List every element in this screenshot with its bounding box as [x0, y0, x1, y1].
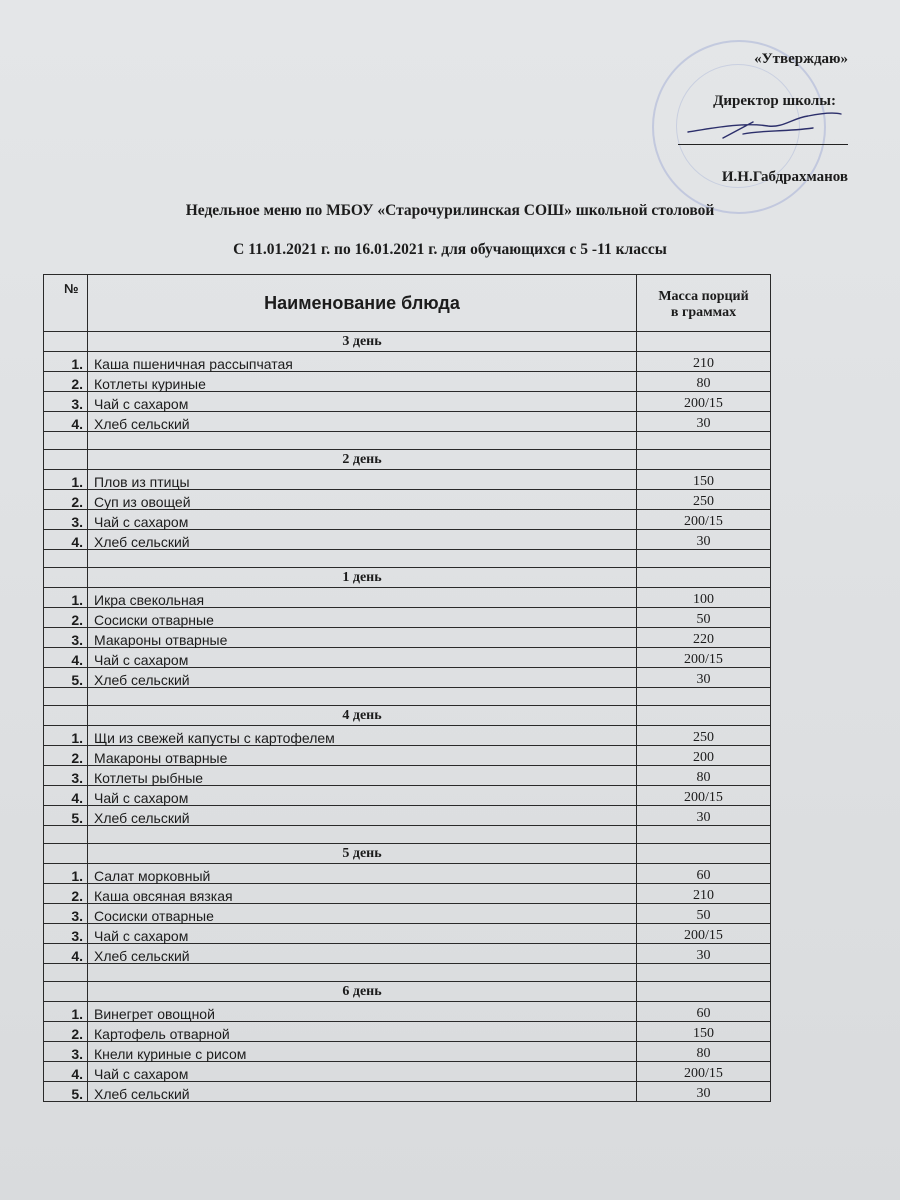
dish-mass: 200	[637, 746, 771, 766]
menu-title: Недельное меню по МБОУ «Старочурилинская СОШ» школьной столовой	[185, 202, 715, 219]
dish-mass: 250	[637, 490, 771, 510]
table-row	[44, 372, 771, 392]
dish-mass: 200/15	[637, 392, 771, 412]
table-row	[44, 510, 771, 530]
day-header-row	[44, 706, 771, 726]
dish-mass: 50	[637, 904, 771, 924]
day-mass-cell	[637, 982, 771, 1002]
dish-mass: 200/15	[637, 648, 771, 668]
dish-mass: 30	[637, 668, 771, 688]
table-row	[44, 1062, 771, 1082]
dish-mass: 30	[637, 530, 771, 550]
day-number-cell	[44, 982, 88, 1002]
dish-name: Хлеб сельский	[88, 530, 637, 550]
dish-mass: 210	[637, 884, 771, 904]
blank-cell	[88, 688, 637, 706]
item-number: 4.	[44, 530, 88, 550]
dish-name: Кнели куриные с рисом	[88, 1042, 637, 1062]
blank-cell	[44, 688, 88, 706]
table-row	[44, 628, 771, 648]
day-mass-cell	[637, 706, 771, 726]
table-row	[44, 648, 771, 668]
day-label: 1 день	[88, 568, 637, 588]
blank-separator-row	[44, 964, 771, 982]
item-number: 3.	[44, 1042, 88, 1062]
dish-mass: 100	[637, 588, 771, 608]
dish-name: Каша пшеничная рассыпчатая	[88, 352, 637, 372]
day-number-cell	[44, 568, 88, 588]
day-header-row	[44, 982, 771, 1002]
dish-mass: 30	[637, 412, 771, 432]
dish-mass: 150	[637, 470, 771, 490]
table-header-row	[44, 275, 771, 332]
dish-name: Макароны отварные	[88, 628, 637, 648]
table-row	[44, 766, 771, 786]
day-header-row	[44, 568, 771, 588]
day-label: 3 день	[88, 332, 637, 352]
table-row	[44, 1022, 771, 1042]
table-row	[44, 588, 771, 608]
dish-name: Чай с сахаром	[88, 1062, 637, 1082]
blank-cell	[637, 688, 771, 706]
day-label: 4 день	[88, 706, 637, 726]
dish-mass: 200/15	[637, 1062, 771, 1082]
day-mass-cell	[637, 450, 771, 470]
dish-name: Чай с сахаром	[88, 786, 637, 806]
blank-separator-row	[44, 550, 771, 568]
blank-cell	[44, 432, 88, 450]
table-row	[44, 884, 771, 904]
table-row	[44, 864, 771, 884]
day-label: 5 день	[88, 844, 637, 864]
blank-cell	[44, 550, 88, 568]
table-row	[44, 470, 771, 490]
item-number: 1.	[44, 864, 88, 884]
dish-name: Сосиски отварные	[88, 904, 637, 924]
dish-name: Каша овсяная вязкая	[88, 884, 637, 904]
item-number: 2.	[44, 1022, 88, 1042]
dish-name: Винегрет овощной	[88, 1002, 637, 1022]
dish-mass: 60	[637, 1002, 771, 1022]
table-row	[44, 392, 771, 412]
table-row	[44, 746, 771, 766]
dish-mass: 200/15	[637, 786, 771, 806]
signature-line	[678, 144, 848, 145]
dish-name: Суп из овощей	[88, 490, 637, 510]
table-row	[44, 944, 771, 964]
table-row	[44, 668, 771, 688]
dish-name: Хлеб сельский	[88, 668, 637, 688]
dish-name: Котлеты куриные	[88, 372, 637, 392]
header-mass-line2: в граммах	[670, 305, 737, 320]
table-row	[44, 1042, 771, 1062]
item-number: 2.	[44, 372, 88, 392]
menu-subtitle: С 11.01.2021 г. по 16.01.2021 г. для обучающихся с 5 -11 классы	[233, 241, 667, 258]
table-row	[44, 786, 771, 806]
day-mass-cell	[637, 844, 771, 864]
item-number: 4.	[44, 648, 88, 668]
item-number: 5.	[44, 1082, 88, 1102]
dish-mass: 200/15	[637, 924, 771, 944]
dish-mass: 30	[637, 1082, 771, 1102]
item-number: 1.	[44, 352, 88, 372]
day-header-row	[44, 332, 771, 352]
dish-mass: 30	[637, 806, 771, 826]
approve-label: «Утверждаю»	[754, 51, 848, 67]
item-number: 1.	[44, 726, 88, 746]
dish-name: Чай с сахаром	[88, 392, 637, 412]
table-row	[44, 924, 771, 944]
day-label: 6 день	[88, 982, 637, 1002]
dish-mass: 210	[637, 352, 771, 372]
dish-mass: 80	[637, 1042, 771, 1062]
item-number: 3.	[44, 628, 88, 648]
dish-name: Сосиски отварные	[88, 608, 637, 628]
blank-cell	[637, 964, 771, 982]
dish-name: Хлеб сельский	[88, 944, 637, 964]
header-mass-line1: Масса порций	[658, 288, 749, 304]
item-number: 2.	[44, 746, 88, 766]
item-number: 1.	[44, 470, 88, 490]
menu-table	[43, 274, 771, 1102]
blank-separator-row	[44, 826, 771, 844]
dish-name: Чай с сахаром	[88, 924, 637, 944]
dish-name: Картофель отварной	[88, 1022, 637, 1042]
item-number: 2.	[44, 608, 88, 628]
table-row	[44, 1082, 771, 1102]
item-number: 4.	[44, 944, 88, 964]
item-number: 1.	[44, 1002, 88, 1022]
table-row	[44, 412, 771, 432]
table-row	[44, 352, 771, 372]
dish-mass: 80	[637, 372, 771, 392]
blank-separator-row	[44, 688, 771, 706]
dish-name: Котлеты рыбные	[88, 766, 637, 786]
blank-cell	[637, 550, 771, 568]
table-row	[44, 806, 771, 826]
dish-name: Чай с сахаром	[88, 648, 637, 668]
dish-name: Плов из птицы	[88, 470, 637, 490]
item-number: 5.	[44, 668, 88, 688]
dish-name: Икра свекольная	[88, 588, 637, 608]
day-header-row	[44, 450, 771, 470]
dish-mass: 150	[637, 1022, 771, 1042]
header-dish-name: Наименование блюда	[88, 275, 637, 332]
director-position: Директор школы:	[713, 93, 836, 109]
dish-name: Хлеб сельский	[88, 1082, 637, 1102]
day-header-row	[44, 844, 771, 864]
director-name: И.Н.Габдрахманов	[721, 169, 848, 185]
dish-name: Хлеб сельский	[88, 806, 637, 826]
director-signature	[683, 108, 843, 148]
menu-table-body	[44, 332, 771, 1102]
item-number: 4.	[44, 786, 88, 806]
dish-mass: 220	[637, 628, 771, 648]
blank-cell	[637, 826, 771, 844]
table-row	[44, 726, 771, 746]
item-number: 5.	[44, 806, 88, 826]
blank-cell	[44, 964, 88, 982]
blank-cell	[637, 432, 771, 450]
header-number: №	[44, 275, 88, 332]
dish-mass: 60	[637, 864, 771, 884]
item-number: 3.	[44, 766, 88, 786]
dish-mass: 80	[637, 766, 771, 786]
table-row	[44, 530, 771, 550]
day-mass-cell	[637, 568, 771, 588]
day-number-cell	[44, 706, 88, 726]
dish-name: Макароны отварные	[88, 746, 637, 766]
table-row	[44, 1002, 771, 1022]
dish-mass: 200/15	[637, 510, 771, 530]
dish-mass: 50	[637, 608, 771, 628]
day-number-cell	[44, 332, 88, 352]
dish-mass: 250	[637, 726, 771, 746]
dish-mass: 30	[637, 944, 771, 964]
blank-cell	[88, 432, 637, 450]
item-number: 3.	[44, 904, 88, 924]
item-number: 3.	[44, 510, 88, 530]
blank-cell	[88, 964, 637, 982]
table-row	[44, 904, 771, 924]
table-row	[44, 490, 771, 510]
blank-separator-row	[44, 432, 771, 450]
dish-name: Салат морковный	[88, 864, 637, 884]
item-number: 1.	[44, 588, 88, 608]
blank-cell	[44, 826, 88, 844]
item-number: 2.	[44, 490, 88, 510]
item-number: 4.	[44, 1062, 88, 1082]
table-row	[44, 608, 771, 628]
item-number: 3.	[44, 924, 88, 944]
day-number-cell	[44, 844, 88, 864]
blank-cell	[88, 550, 637, 568]
day-mass-cell	[637, 332, 771, 352]
dish-name: Щи из свежей капусты с картофелем	[88, 726, 637, 746]
dish-name: Чай с сахаром	[88, 510, 637, 530]
blank-cell	[88, 826, 637, 844]
item-number: 2.	[44, 884, 88, 904]
item-number: 4.	[44, 412, 88, 432]
day-label: 2 день	[88, 450, 637, 470]
day-number-cell	[44, 450, 88, 470]
item-number: 3.	[44, 392, 88, 412]
header-mass	[637, 275, 771, 332]
dish-name: Хлеб сельский	[88, 412, 637, 432]
